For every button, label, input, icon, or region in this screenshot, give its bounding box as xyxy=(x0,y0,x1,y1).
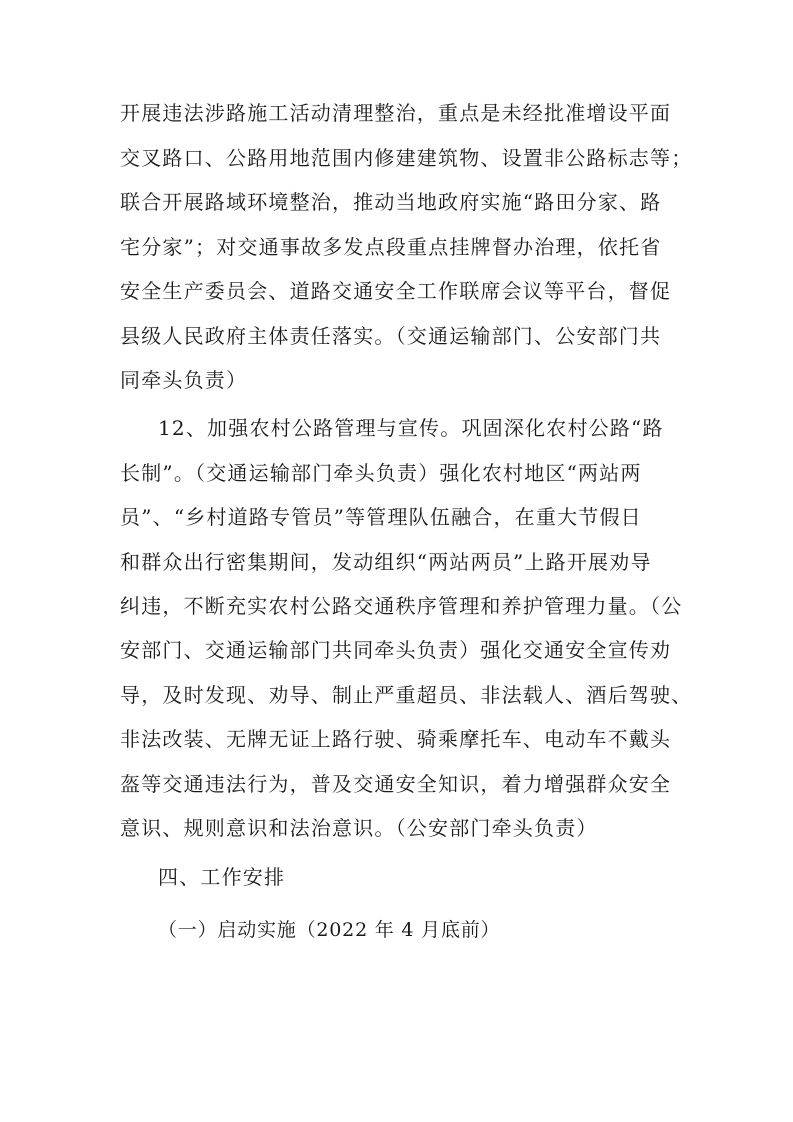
paragraph-line: 意识、规则意识和法治意识。（公安部门牵头负责） xyxy=(120,816,598,840)
paragraph-line: 安部门、交通运输部门共同牵头负责）强化交通安全宣传劝 xyxy=(120,638,672,662)
paragraph-line: 安全生产委员会、道路交通安全工作联席会议等平台，督促 xyxy=(120,279,672,303)
paragraph-line: 交叉路口、公路用地范围内修建建筑物、设置非公路标志等； xyxy=(120,146,693,170)
paragraph-line: 导，及时发现、劝导、制止严重超员、非法载人、酒后驾驶、 xyxy=(120,683,693,707)
paragraph-line: 和群众出行密集期间，发动组织“两站两员”上路开展劝导 xyxy=(120,550,652,574)
subsection-heading: （一）启动实施（2022 年 4 月底前） xyxy=(158,919,501,941)
paragraph-line: 盔等交通违法行为，普及交通安全知识，着力增强群众安全 xyxy=(120,772,672,796)
paragraph-line: 员”、“乡村道路专管员”等管理队伍融合，在重大节假日 xyxy=(120,505,642,529)
paragraph-first-line: 12、加强农村公路管理与宣传。巩固深化农村公路“路 xyxy=(158,416,664,440)
paragraph-line: 长制”。（交通运输部门牵头负责）强化农村地区“两站两 xyxy=(120,461,642,485)
paragraph-line: 联合开展路域环境整治，推动当地政府实施“路田分家、路 xyxy=(120,190,662,214)
paragraph-line: 宅分家”；对交通事故多发点段重点挂牌督办治理，依托省 xyxy=(120,235,662,259)
paragraph-line: 纠违，不断充实农村公路交通秩序管理和养护管理力量。（公 xyxy=(120,594,683,618)
paragraph-line: 县级人民政府主体责任落实。（交通运输部门、公安部门共 xyxy=(120,324,662,348)
paragraph-line: 非法改装、无牌无证上路行驶、骑乘摩托车、电动车不戴头 xyxy=(120,727,672,751)
paragraph-line: 同牵头负责） xyxy=(120,368,248,392)
section-heading: 四、工作安排 xyxy=(158,865,286,889)
paragraph-line: 开展违法涉路施工活动清理整治，重点是未经批准增设平面 xyxy=(120,101,672,125)
